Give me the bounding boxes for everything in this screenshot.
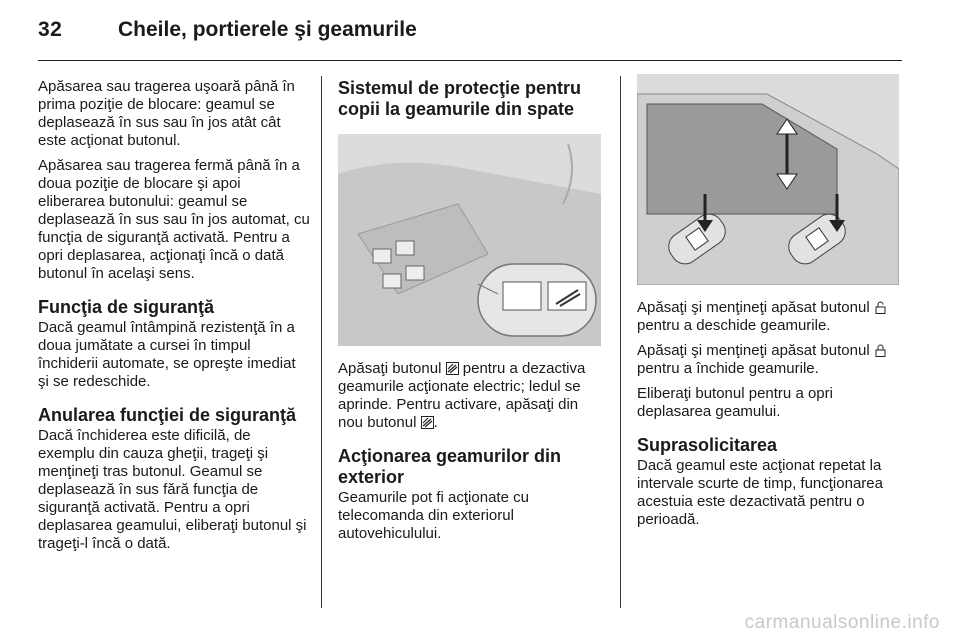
column-middle (338, 78, 606, 550)
page-number: 32 (38, 18, 63, 41)
heading-safety-function: Funcţia de siguranţă (38, 297, 215, 317)
paragraph-light-press: Apăsarea sau tragerea uşoară până în prima poziţie de blocare: geamul se deplasează în sus sau în jos atât cât este acţionat butonul. (38, 78, 295, 149)
door-switch-panel-drawing (338, 134, 601, 346)
watermark: carmanualsonline.info (744, 612, 940, 633)
heading-child-protection: Sistemul de protecţie pentru copii la geamurile din spate (338, 78, 582, 119)
heading-overload: Suprasolicitarea (637, 435, 778, 455)
paragraph-release-button: Eliberaţi butonul pentru a opri deplasarea geamului. (637, 385, 833, 420)
child-lock-window-icon (421, 416, 434, 429)
paragraph-override-safety: Dacă închiderea este dificilă, de exemplu din cauza gheţii, trageţi şi menţineţi tras butonul. Geamul se deplasează în sus fără funcţia de siguranţă activată. Pentru a opri deplasarea geamului, eliberaţi butonul şi trageţi-l încă o dată. (38, 427, 307, 552)
paragraph-remote-operation: Geamurile pot fi acţionate cu telecomanda din exteriorul autovehiculului. (338, 489, 529, 542)
paragraph-firm-press: Apăsarea sau tragerea fermă până în a doua poziţie de blocare şi apoi eliberarea butonului: geamul se deplasează în sus sau în jos automat, cu funcţia de siguranţă activată. Pentru a opri deplasarea, acţionaţi încă o dată butonul în acelaşi sens. (38, 157, 310, 282)
paragraph-open-windows: Apăsaţi şi menţineţi apăsat butonul pentru a deschide geamurile. (637, 299, 903, 335)
lock-padlock-icon (874, 344, 887, 357)
unlock-padlock-icon (874, 301, 887, 314)
header-divider (38, 60, 902, 61)
paragraph-close-windows: Apăsaţi şi menţineţi apăsat butonul pentru a închide geamurile. (637, 342, 903, 378)
column-divider-2 (620, 76, 621, 608)
column-divider-1 (321, 76, 322, 608)
child-lock-window-icon (446, 362, 459, 375)
remote-key-drawing (637, 74, 899, 285)
paragraph-overload: Dacă geamul este acţionat repetat la intervale scurte de timp, funcţionarea acestuia este dezactivată pentru o perioadă. (637, 457, 883, 528)
heading-override-safety: Anularea funcţiei de siguranţă (38, 405, 297, 425)
paragraph-safety-function: Dacă geamul întâmpină rezistenţă în a doua jumătate a cursei în timpul închiderii automate, se opreşte imediat şi se redeschide. (38, 319, 296, 390)
page-header (38, 18, 902, 58)
heading-remote-operation: Acţionarea geamurilor din exterior (338, 446, 562, 487)
page-title: Cheile, portierele şi geamurile (118, 18, 417, 41)
door-switch-panel-illustration (338, 134, 601, 346)
column-left (38, 78, 310, 560)
remote-key-illustration (637, 74, 899, 285)
paragraph-child-lock: Apăsaţi butonul pentru a dezactiva geamurile acţionate electric; ledul se aprinde. Pentru activare, apăsaţi din nou butonul . (338, 360, 586, 431)
column-right (637, 78, 903, 536)
